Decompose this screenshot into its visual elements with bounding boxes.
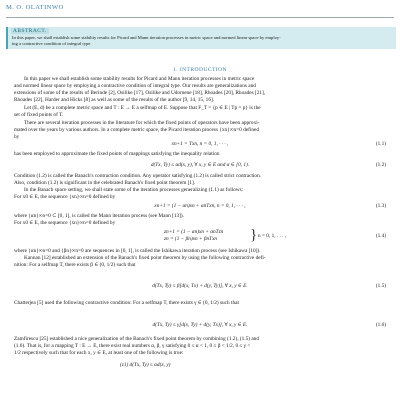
paragraph-line: There are several iteration processes in the literature for which the fixed points of operators have been approxi- — [24, 120, 260, 126]
equation-number: (1.3) — [375, 203, 386, 209]
running-header — [6, 3, 394, 18]
abstract-text — [12, 35, 392, 47]
paragraph-line: Also, condition (1.2) is significant in the celebrated Banach's fixed point theorem [1]. — [14, 180, 196, 186]
equation-number: (1.2) — [375, 162, 386, 168]
paragraph-line: (1.6). That is, for a mapping T : E → E, there exist real numbers α, β, γ satisfying 0 ≤ α < 1, 0 ≤ β < 1/2, 0 ≤ γ < — [14, 343, 251, 349]
equation-1-1 — [14, 141, 386, 149]
equation-number: (1.6) — [375, 322, 386, 328]
abstract-line: ing a contractive condition of integral type. — [12, 41, 92, 46]
equation-body: d(Tx, Ty) ≤ αd(x, y), ∀ x, y ∈ E and α ∈ [0, 1). — [150, 162, 250, 168]
paragraph-line: Condition (1.2) is called the Banach's contraction condition. Any operator satisfying (1.2) is called strict contraction. — [14, 173, 262, 179]
paragraph-line: In this paper we shall establish some stability results for Picard and Mann iteration processes in metric space — [24, 76, 255, 82]
paragraph-line: and normed linear space by employing a contractive condition of integral type. Our results are generalizations and — [14, 83, 256, 89]
author-name: M. O. OLATINWO — [6, 4, 64, 11]
equation-body: d(Tx, Ty) ≤ β[d(x, Tx) + d(y, Ty)], ∀ x, y ∈ E. — [152, 283, 248, 289]
equation-body: xn+1 = Txn, n = 0, 1, · · · , — [171, 141, 229, 147]
equation-1-3 — [14, 203, 386, 211]
equation-line: zn+1 = (1 − αn)xn + αnTzn — [164, 229, 224, 235]
abstract-line: In this paper, we shall establish some stability results for Picard and Mann iteration processes in metric space and normed linear space by employ- — [12, 35, 281, 40]
paragraph-line: Let (E, d) be a complete metric space and T : E → E a selfmap of E. Suppose that F_T = {p ∈ E | Tp = p} is the — [24, 105, 261, 111]
paragraph-line: Zamfirescu [25] established a nice generalization of the Banach's fixed point theorem by combining (1.2), (1.5) and — [14, 336, 259, 342]
paragraph-line: by — [14, 134, 20, 140]
paragraph-line: nition: For a selfmap T, there exists β ∈ (0, 1/2) such that — [14, 262, 136, 268]
condition-z1: (z1) d(Tx, Ty) ≤ αd(x, y) — [120, 362, 171, 368]
abstract-title: ABSTRACT. — [13, 28, 47, 34]
equation-number: (1.4) — [375, 233, 386, 239]
right-brace: } — [250, 227, 258, 243]
paragraph-line: extensions of some of the results of Berinde [2], Osilike [17], Osilike and Udomene [18], Rhoades [20], Rhoades [21], — [14, 90, 266, 96]
equation-1-2 — [14, 162, 386, 170]
equation-1-6 — [14, 322, 386, 330]
paragraph-line: 1/2 respectively such that for each x, y ∈ E, at least one of the following is true: — [14, 350, 184, 356]
paragraph-line: Chatterjea [5] used the following contractive condition: For a selfmap T, there exists γ ∈ (0, 1/2) such that — [14, 300, 239, 306]
paragraph-line: Kannan [12] established an extension of the Banach's fixed point theorem by using the following contractive defi- — [24, 255, 266, 261]
paragraph-line: For x0 ∈ E, the sequence {xn}∞n=0 defined by — [14, 194, 116, 200]
paragraph-line: Rhoades [22], Harder and Hicks [8] as well as some of the results of the author [9, 14, 15, 16]. — [14, 97, 215, 103]
equation-1-5 — [14, 283, 386, 291]
section-title: 1. INTRODUCTION — [173, 67, 227, 73]
equation-number: (1.1) — [375, 141, 386, 147]
paragraph-line: has been employed to approximate the fixed points of mappings satisfying the inequality relation — [14, 151, 220, 157]
paragraph-line: where {αn}∞n=0 ⊂ [0, 1], is called the Mann iteration process (see Mann [13]). — [14, 213, 184, 219]
abstract-box — [6, 27, 396, 49]
paragraph-line: mated over the years by various authors. In a complete metric space, the Picard iteration process {xn}∞n=0 defined — [14, 127, 259, 133]
equation-number: (1.5) — [375, 283, 386, 289]
equation-line: zn = (1 − βn)xn + βnTxn — [164, 236, 218, 242]
equation-condition: n = 0, 1, . . . , — [258, 233, 287, 239]
paragraph-line: For x0 ∈ E, the sequence {xn}∞n=0 defined by — [14, 220, 116, 226]
equation-body: d(Tx, Ty) ≤ γ[d(x, Ty) + d(y, Tx)], ∀ x, y ∈ E. — [152, 322, 248, 328]
paragraph-line: In the Banach space setting, we shall state some of the iteration processes generalizing (1.1) as follows: — [24, 187, 244, 193]
paragraph-line: set of fixed points of T. — [14, 112, 64, 118]
equation-1-4 — [14, 229, 386, 245]
equation-body: xn+1 = (1 − αn)xn + αnTxn, n = 0, 1, · · · , — [154, 203, 246, 209]
paragraph-line: where {αn}∞n=0 and {βn}∞n=0 are sequences in [0, 1], is called the Ishikawa iteration process (see Ishikawa [10]). — [14, 248, 261, 254]
equation-system — [164, 229, 223, 243]
